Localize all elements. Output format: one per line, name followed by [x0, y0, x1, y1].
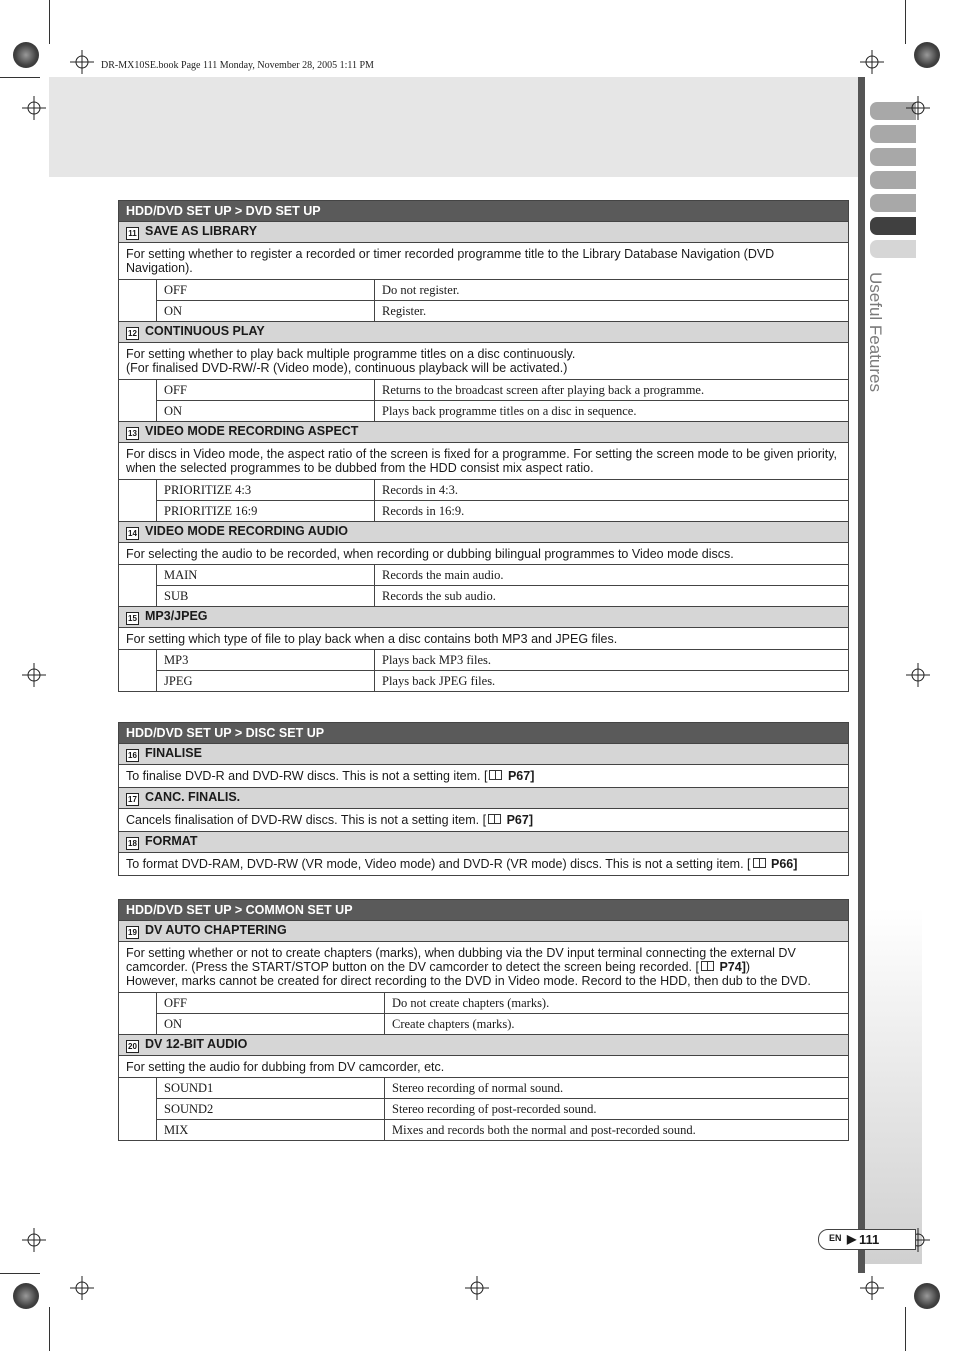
setting-description: For setting whether to play back multiple programme titles on a disc continuously. (For finalised DVD-RW/-R (Video mode), continuous playback will be activated.) [119, 343, 849, 380]
option-text: Mixes and records both the normal and post-recorded sound. [385, 1120, 849, 1141]
common-setup-table [118, 899, 849, 1141]
chapter-tab-3[interactable] [870, 148, 916, 166]
crop-mark [905, 1307, 906, 1351]
option-text: Create chapters (marks). [385, 1014, 849, 1035]
option-text: Stereo recording of post-recorded sound. [385, 1099, 849, 1120]
crosshair-icon [70, 1276, 94, 1300]
option-label: MAIN [157, 565, 375, 586]
chapter-tab-2[interactable] [870, 125, 916, 143]
disc-setup-table [118, 722, 849, 876]
crop-mark [905, 0, 906, 44]
option-label: OFF [157, 280, 375, 301]
option-label: ON [157, 301, 375, 322]
crosshair-icon [22, 663, 46, 687]
crosshair-icon [22, 96, 46, 120]
page-number-tab [818, 1229, 916, 1250]
setting-description: For discs in Video mode, the aspect ratio of the screen is fixed for a programme. For setting the screen mode to be given priority, when the selected programmes to be dubbed from the HDD consist mix aspect ratio. [119, 443, 849, 480]
setting-description: For setting whether or not to create chapters (marks), when dubbing via the DV input terminal connecting the external DV camcorder. (Press the START/STOP button on the DV camcorder to detect the screen being recorded. [ P74]) However, marks cannot be created for direct recording to the DVD in Video mode. Record to the HDD, then dub to the DVD. [119, 942, 849, 993]
language-code: EN [829, 1233, 842, 1243]
table-title: HDD/DVD SET UP > COMMON SET UP [119, 900, 849, 921]
manual-ref-icon [701, 961, 714, 971]
section-side-label: Useful Features [866, 272, 885, 392]
crosshair-icon [860, 50, 884, 74]
registration-disc-icon [13, 42, 39, 68]
option-text: Records the sub audio. [375, 586, 849, 607]
option-label: PRIORITIZE 4:3 [157, 480, 375, 501]
setting-description: Cancels finalisation of DVD-RW discs. This is not a setting item. [ P67] [119, 809, 849, 832]
setting-description: For setting which type of file to play back when a disc contains both MP3 and JPEG files. [119, 628, 849, 650]
play-arrow-icon: ▶ [847, 1232, 857, 1246]
page-reference-link[interactable]: P66] [770, 857, 798, 871]
page-reference-link[interactable]: P74] [719, 960, 746, 974]
option-text: Do not create chapters (marks). [385, 993, 849, 1014]
chapter-tab-6-active[interactable] [870, 217, 916, 235]
setting-description: For setting whether to register a recorded or timer recorded programme title to the Library Database Navigation (DVD Navigation). [119, 243, 849, 280]
option-text: Records in 4:3. [375, 480, 849, 501]
option-text: Stereo recording of normal sound. [385, 1078, 849, 1099]
setting-description: For setting the audio for dubbing from DV camcorder, etc. [119, 1056, 849, 1078]
crosshair-icon [906, 96, 930, 120]
registration-disc-icon [914, 1283, 940, 1309]
chapter-tab-7[interactable] [870, 240, 916, 258]
dvd-setup-table [118, 200, 849, 692]
setting-heading: 20 DV 12-BIT AUDIO [119, 1035, 849, 1056]
setting-description: To finalise DVD-R and DVD-RW discs. This is not a setting item. [ P67] [119, 765, 849, 788]
setting-heading: 19 DV AUTO CHAPTERING [119, 921, 849, 942]
option-text: Register. [375, 301, 849, 322]
table-title: HDD/DVD SET UP > DVD SET UP [119, 201, 849, 222]
chapter-tab-4[interactable] [870, 171, 916, 189]
option-text: Records in 16:9. [375, 501, 849, 522]
option-label: JPEG [157, 671, 375, 692]
setting-heading: 18 FORMAT [119, 832, 849, 853]
option-text: Do not register. [375, 280, 849, 301]
crosshair-icon [906, 663, 930, 687]
option-label: SOUND2 [157, 1099, 385, 1120]
setting-heading: 16 FINALISE [119, 744, 849, 765]
option-text: Plays back MP3 files. [375, 650, 849, 671]
option-label: OFF [157, 993, 385, 1014]
header-band [49, 77, 859, 177]
setting-heading: 15 MP3/JPEG [119, 607, 849, 628]
option-label: ON [157, 401, 375, 422]
page-reference-link[interactable]: P67] [506, 813, 533, 827]
option-text: Plays back JPEG files. [375, 671, 849, 692]
manual-ref-icon [753, 858, 766, 868]
crosshair-icon [465, 1276, 489, 1300]
crosshair-icon [860, 1276, 884, 1300]
setting-heading: 13 VIDEO MODE RECORDING ASPECT [119, 422, 849, 443]
crop-mark [0, 1273, 40, 1274]
registration-disc-icon [914, 42, 940, 68]
option-label: PRIORITIZE 16:9 [157, 501, 375, 522]
table-title: HDD/DVD SET UP > DISC SET UP [119, 723, 849, 744]
option-label: MIX [157, 1120, 385, 1141]
crosshair-icon [22, 1228, 46, 1252]
option-text: Records the main audio. [375, 565, 849, 586]
option-label: ON [157, 1014, 385, 1035]
setting-description: To format DVD-RAM, DVD-RW (VR mode, Video mode) and DVD-R (VR mode) discs. This is not a setting item. [ P66] [119, 853, 849, 876]
crop-mark [0, 77, 40, 78]
setting-heading: 12 CONTINUOUS PLAY [119, 322, 849, 343]
option-label: SUB [157, 586, 375, 607]
side-edge-bar [858, 77, 865, 1273]
manual-ref-icon [489, 770, 502, 780]
chapter-tab-5[interactable] [870, 194, 916, 212]
page-number: 111 [859, 1232, 880, 1247]
option-label: SOUND1 [157, 1078, 385, 1099]
setting-heading: 17 CANC. FINALIS. [119, 788, 849, 809]
option-text: Returns to the broadcast screen after playing back a programme. [375, 380, 849, 401]
option-label: OFF [157, 380, 375, 401]
option-label: MP3 [157, 650, 375, 671]
option-text: Plays back programme titles on a disc in sequence. [375, 401, 849, 422]
book-info: DR-MX10SE.book Page 111 Monday, November 28, 2005 1:11 PM [101, 60, 374, 71]
crop-mark [49, 1307, 50, 1351]
crosshair-icon [70, 50, 94, 74]
setting-description: For selecting the audio to be recorded, when recording or dubbing bilingual programmes to Video mode discs. [119, 543, 849, 565]
registration-disc-icon [13, 1283, 39, 1309]
setting-heading: 14 VIDEO MODE RECORDING AUDIO [119, 522, 849, 543]
setting-heading: 11 SAVE AS LIBRARY [119, 222, 849, 243]
manual-ref-icon [488, 814, 501, 824]
page-reference-link[interactable]: P67] [507, 769, 535, 783]
crop-mark [49, 0, 50, 44]
